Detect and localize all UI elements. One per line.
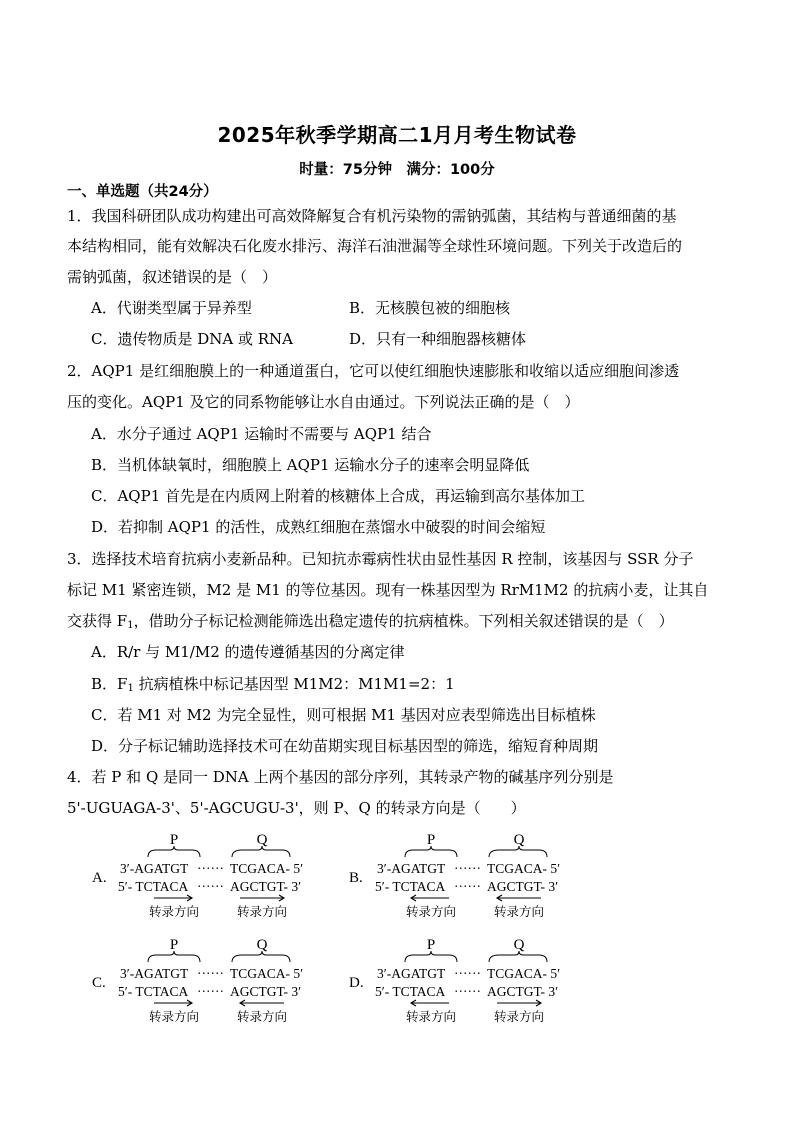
option-d[interactable]: D．只有一种细胞器核糖体 (349, 330, 527, 348)
question-1-line: 1．我国科研团队成功构建出可高效降解复合有机污染物的需钠弧菌，其结构与普通细菌的基 (67, 207, 677, 225)
option-label: D. (349, 975, 364, 991)
exam-subtitle: 时量：75分钟 满分：100分 (299, 162, 495, 178)
strand-top-dots: ······ (197, 861, 224, 876)
gene-label-p: P (169, 937, 179, 953)
diagram-option-d[interactable] (349, 935, 589, 1031)
strand-bottom-dots: ······ (454, 879, 481, 894)
question-4-line: 4．若 P 和 Q 是同一 DNA 上两个基因的部分序列，其转录产物的碱基序列分别是 (67, 768, 614, 786)
strand-top-dots: ······ (454, 861, 481, 876)
direction-label-q: 转录方向 (493, 1010, 545, 1024)
gene-label-q: Q (513, 832, 525, 848)
direction-label-p: 转录方向 (405, 1010, 457, 1024)
gene-label-q: Q (513, 937, 525, 953)
section-heading: 一、单选题（共24分） (67, 184, 218, 200)
question-3-line: 3．选择技术培育抗病小麦新品种。已知抗赤霉病性状由显性基因 R 控制，该基因与 SSR 分子 (67, 550, 694, 568)
direction-label-p: 转录方向 (405, 905, 457, 919)
diagram-option-c[interactable] (92, 935, 332, 1031)
strand-bottom-q: AGCTGT- 3′ (487, 879, 559, 894)
strand-bottom-q: AGCTGT- 3′ (230, 879, 302, 894)
question-3-line: 交获得 $F_1$，借助分子标记检测能筛选出稳定遗传的抗病植株。下列相关叙述错误的是（ ） (67, 612, 674, 631)
dna-diagram (92, 935, 332, 1027)
question-4-line: 5'-UGUAGA-3'、5'-AGCUGU-3'，则 P、Q 的转录方向是（ ） (67, 799, 526, 817)
option-b[interactable]: B．$F_1$ 抗病植株中标记基因型 M1M2：M1M1=2：1 (91, 675, 455, 694)
strand-top-p: 3′-AGATGT (377, 966, 446, 981)
option-label: A. (92, 870, 107, 886)
question-3-line: 标记 M1 紧密连锁，M2 是 M1 的等位基因。现有一株基因型为 RrM1M2 的抗病小麦，让其自 (67, 581, 709, 599)
exam-title: 2025年秋季学期高二1月月考生物试卷 (217, 123, 577, 147)
direction-label-q: 转录方向 (236, 1010, 288, 1024)
option-b[interactable]: B．当机体缺氧时，细胞膜上 AQP1 运输水分子的速率会明显降低 (91, 456, 530, 474)
strand-top-dots: ······ (454, 966, 481, 981)
option-c[interactable]: C．AQP1 首先是在内质网上附着的核糖体上合成，再运输到高尔基体加工 (91, 487, 586, 505)
option-b[interactable]: B．无核膜包被的细胞核 (349, 299, 511, 317)
question-2-line: 2．AQP1 是红细胞膜上的一种通道蛋白，它可以使红细胞快速膨胀和收缩以适应细胞间渗透 (67, 362, 680, 380)
gene-label-p: P (426, 832, 436, 848)
strand-top-q: TCGACA- 5′ (487, 861, 561, 876)
option-c[interactable]: C．若 M1 对 M2 为完全显性，则可根据 M1 基因对应表型筛选出目标植株 (91, 706, 596, 724)
strand-bottom-p: 5′- TCTACA (375, 879, 446, 894)
strand-top-q: TCGACA- 5′ (487, 966, 561, 981)
question-1-line: 需钠弧菌，叙述错误的是（ ） (67, 268, 278, 286)
strand-top-p: 3′-AGATGT (120, 861, 189, 876)
strand-bottom-q: AGCTGT- 3′ (487, 984, 559, 999)
question-1-line: 本结构相同，能有效解决石化废水排污、海洋石油泄漏等全球性环境问题。下列关于改造后的 (67, 237, 683, 255)
dna-diagram (92, 830, 332, 922)
gene-label-q: Q (256, 937, 268, 953)
strand-bottom-dots: ······ (197, 984, 224, 999)
diagram-option-b[interactable] (349, 830, 589, 926)
direction-label-p: 转录方向 (148, 905, 200, 919)
dna-diagram (349, 830, 589, 922)
option-d[interactable]: D．分子标记辅助选择技术可在幼苗期实现目标基因型的筛选，缩短育种周期 (91, 737, 599, 755)
option-a[interactable]: A．代谢类型属于异养型 (91, 299, 252, 317)
strand-bottom-p: 5′- TCTACA (118, 879, 189, 894)
strand-top-p: 3′-AGATGT (120, 966, 189, 981)
option-c[interactable]: C．遗传物质是 DNA 或 RNA (91, 330, 294, 348)
strand-bottom-p: 5′- TCTACA (375, 984, 446, 999)
option-d[interactable]: D．若抑制 AQP1 的活性，成熟红细胞在蒸馏水中破裂的时间会缩短 (91, 518, 546, 536)
gene-label-p: P (169, 832, 179, 848)
strand-bottom-dots: ······ (197, 879, 224, 894)
dna-diagram (349, 935, 589, 1027)
direction-label-q: 转录方向 (493, 905, 545, 919)
strand-top-dots: ······ (197, 966, 224, 981)
gene-label-q: Q (256, 832, 268, 848)
brace-p (148, 951, 200, 962)
strand-top-p: 3′-AGATGT (377, 861, 446, 876)
direction-label-p: 转录方向 (148, 1010, 200, 1024)
direction-label-q: 转录方向 (236, 905, 288, 919)
option-label: C. (92, 975, 106, 991)
strand-bottom-q: AGCTGT- 3′ (230, 984, 302, 999)
brace-p (405, 951, 457, 962)
strand-bottom-dots: ······ (454, 984, 481, 999)
strand-top-q: TCGACA- 5′ (230, 861, 304, 876)
option-a[interactable]: A．水分子通过 AQP1 运输时不需要与 AQP1 结合 (91, 425, 432, 443)
strand-bottom-p: 5′- TCTACA (118, 984, 189, 999)
brace-p (405, 846, 457, 857)
brace-p (148, 846, 200, 857)
gene-label-p: P (426, 937, 436, 953)
strand-top-q: TCGACA- 5′ (230, 966, 304, 981)
option-a[interactable]: A．R/r 与 M1/M2 的遗传遵循基因的分离定律 (91, 643, 405, 661)
diagram-option-a[interactable] (92, 830, 332, 926)
option-label: B. (349, 870, 363, 886)
question-2-line: 压的变化。AQP1 及它的同系物能够让水自由通过。下列说法正确的是（ ） (67, 393, 580, 411)
